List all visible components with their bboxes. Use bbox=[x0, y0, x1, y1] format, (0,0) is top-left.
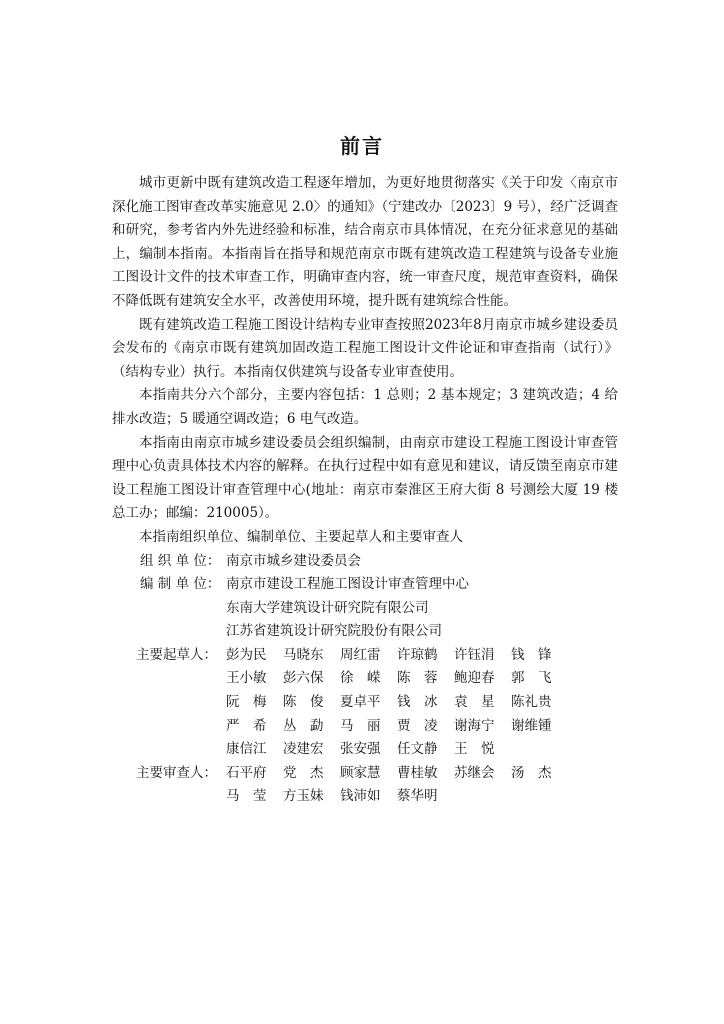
editors-label: 编 制 单 位： bbox=[140, 576, 221, 593]
drafter-name: 陈礼贵 bbox=[511, 694, 552, 711]
reviewer-name: 马 莹 bbox=[226, 788, 267, 805]
reviewer-name: 方玉妹 bbox=[283, 788, 324, 805]
drafters-row bbox=[112, 691, 618, 715]
drafter-name: 彭为民 bbox=[226, 646, 267, 663]
reviewer-name: 汤 杰 bbox=[511, 764, 552, 781]
drafters-row bbox=[112, 715, 618, 739]
preface-body bbox=[112, 172, 618, 809]
paragraph-contact: 本指南由南京市城乡建设委员会组织编制，由南京市建设工程施工图设计审查管理中心负责具体技术内容的解释。在执行过程中如有意见和建议，请反馈至南京市建设工程施工图设计审查管理中心(地址：南京市秦淮区王府大街 8 号测绘大厦 19 楼总工办；邮编：210005）。 bbox=[112, 434, 618, 522]
editors-value-1: 南京市建设工程施工图设计审查管理中心 bbox=[226, 576, 469, 593]
reviewer-name: 曹桂敏 bbox=[397, 764, 438, 781]
drafter-name: 许琼鹤 bbox=[397, 646, 438, 663]
organizations bbox=[112, 550, 618, 644]
paragraph-contents: 本指南共分六个部分，主要内容包括：1 总则；2 基本规定；3 建筑改造；4 给排水改造；5 暖通空调改造；6 电气改造。 bbox=[112, 387, 618, 427]
drafter-name: 凌建宏 bbox=[283, 741, 324, 758]
editors-row bbox=[112, 597, 618, 621]
drafters-row bbox=[112, 738, 618, 762]
drafter-name: 马 丽 bbox=[340, 717, 381, 734]
drafter-name: 陈 蓉 bbox=[397, 670, 438, 687]
reviewers-row bbox=[112, 762, 618, 786]
drafter-name: 钱 冰 bbox=[397, 694, 438, 711]
editors-value-3: 江苏省建筑设计研究院股份有限公司 bbox=[226, 623, 442, 640]
drafter-name: 任文静 bbox=[397, 741, 438, 758]
drafter-name: 张安强 bbox=[340, 741, 381, 758]
drafter-name: 马晓东 bbox=[283, 646, 324, 663]
reviewer-name: 蔡华明 bbox=[397, 788, 438, 805]
editors-row bbox=[112, 620, 618, 644]
drafter-name: 严 希 bbox=[226, 717, 267, 734]
reviewer-name: 党 杰 bbox=[283, 764, 324, 781]
drafter-name: 谢维锺 bbox=[511, 717, 552, 734]
reviewers-row bbox=[112, 785, 618, 809]
reviewer-name: 钱沛如 bbox=[340, 788, 381, 805]
drafters-label: 主要起草人： bbox=[136, 646, 217, 663]
organizer-label: 组 织 单 位： bbox=[140, 552, 221, 569]
drafter-name: 钱 锋 bbox=[511, 646, 552, 663]
organizer-value: 南京市城乡建设委员会 bbox=[226, 552, 361, 569]
drafter-name: 袁 星 bbox=[454, 694, 495, 711]
drafter-name: 丛 勐 bbox=[283, 717, 324, 734]
drafter-name: 阮 梅 bbox=[226, 694, 267, 711]
drafter-name: 彭六保 bbox=[283, 670, 324, 687]
drafter-name: 康信江 bbox=[226, 741, 267, 758]
drafters-row bbox=[112, 644, 618, 668]
drafter-name: 徐 嵘 bbox=[340, 670, 381, 687]
paragraph-intro: 城市更新中既有建筑改造工程逐年增加，为更好地贯彻落实《关于印发〈南京市深化施工图审查改革实施意见 2.0〉的通知》（宁建改办〔2023〕9 号），经广泛调查和研究，参考省内外先进经验和标准，结合南京市具体情况，在充分征求意见的基础上，编制本指南。本指南旨在指导和规范南京市既有建筑改造工程建筑与设备专业施工图设计文件的技术审查工作，明确审查内容，统一审查尺度，规范审查资料，确保不降低既有建筑安全水平，改善使用环境，提升既有建筑综合性能。 bbox=[112, 175, 618, 309]
reviewer-name: 苏继会 bbox=[454, 764, 495, 781]
reviewer-name: 顾家慧 bbox=[340, 764, 381, 781]
drafter-name: 许钰涓 bbox=[454, 646, 495, 663]
drafter-name: 贾 凌 bbox=[397, 717, 438, 734]
drafter-name: 郭 飞 bbox=[511, 670, 552, 687]
drafters-row bbox=[112, 667, 618, 691]
paragraph-structure: 既有建筑改造工程施工图设计结构专业审查按照2023年8月南京市城乡建设委员会发布的《南京市既有建筑加固改造工程施工图设计文件论证和审查指南（试行）》（结构专业）执行。本指南仅供建筑与设备专业审查使用。 bbox=[112, 316, 618, 380]
editors-row bbox=[112, 573, 618, 597]
reviewer-name: 石平府 bbox=[226, 764, 267, 781]
drafter-name: 谢海宁 bbox=[454, 717, 495, 734]
editors-value-2: 东南大学建筑设计研究院有限公司 bbox=[226, 599, 429, 616]
drafter-name: 鲍迎春 bbox=[454, 670, 495, 687]
reviewers-label: 主要审查人： bbox=[136, 764, 217, 781]
drafter-name: 陈 俊 bbox=[283, 694, 324, 711]
drafters-section bbox=[112, 644, 618, 762]
drafter-name: 夏卓平 bbox=[340, 694, 381, 711]
drafter-name: 王小敏 bbox=[226, 670, 267, 687]
drafter-name: 王 悦 bbox=[454, 741, 495, 758]
organizer-row bbox=[112, 550, 618, 574]
paragraph-units-heading: 本指南组织单位、编制单位、主要起草人和主要审查人 bbox=[139, 528, 463, 545]
page-title: 前言 bbox=[340, 134, 384, 158]
reviewers-section bbox=[112, 762, 618, 809]
drafter-name: 周红雷 bbox=[340, 646, 381, 663]
